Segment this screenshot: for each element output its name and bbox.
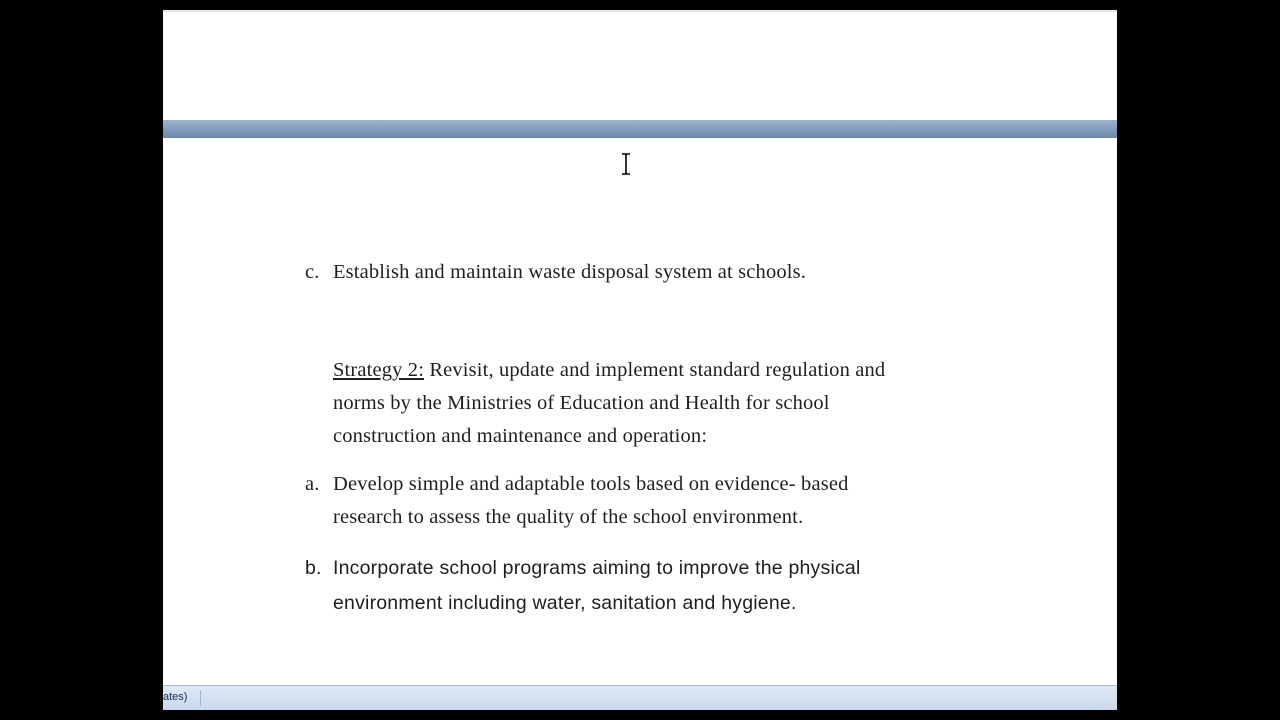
text-line: Develop simple and adaptable tools based on evidence- based (333, 473, 849, 495)
status-bar (163, 685, 1117, 710)
status-bar-text[interactable]: ates) (163, 691, 188, 703)
list-marker: c. (305, 261, 320, 283)
status-divider (200, 690, 201, 706)
text-line: environment including water, sanitation and hygiene. (333, 592, 797, 614)
document-page[interactable] (163, 138, 1117, 685)
list-item-text (333, 557, 861, 627)
previous-page-bottom[interactable] (163, 10, 1117, 122)
strategy-text (333, 359, 885, 458)
text-line (333, 359, 885, 392)
list-item-text (333, 261, 806, 294)
text-line: construction and maintenance and operation: (333, 425, 708, 447)
text-line: research to assess the quality of the school environment. (333, 506, 804, 528)
text-line: Incorporate school programs aiming to improve the physical (333, 557, 861, 579)
text-line: Establish and maintain waste disposal system at schools. (333, 261, 807, 283)
list-marker: b. (305, 557, 322, 579)
list-item-text (333, 473, 848, 539)
strategy-text-start: Revisit, update and implement standard regulation and (424, 359, 886, 381)
text-line: norms by the Ministries of Education and Health for school (333, 392, 830, 414)
list-marker: a. (305, 473, 320, 495)
page-separator (163, 120, 1117, 138)
document-window (163, 10, 1117, 710)
strategy-heading: Strategy 2: (333, 359, 425, 381)
text-cursor-ibeam-icon (621, 153, 631, 175)
